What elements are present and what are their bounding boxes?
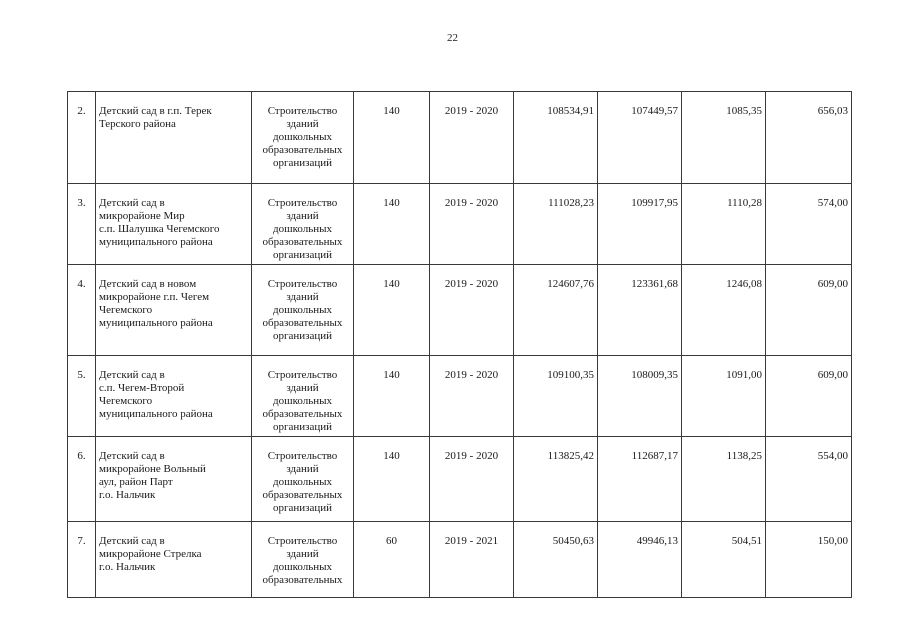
table-row	[68, 92, 852, 184]
extra-funds-value: 150,00	[766, 522, 852, 598]
regional-funds-value: 1138,25	[682, 437, 766, 522]
project-type-line: Строительство	[267, 105, 338, 117]
project-type	[252, 437, 354, 522]
facility-name-line: микрорайоне г.п. Чегем	[99, 291, 210, 303]
project-type-line: образовательных	[262, 574, 343, 586]
period-value: 2019 - 2021	[430, 522, 514, 598]
capacity-value: 140	[354, 92, 430, 184]
project-type-line: зданий	[286, 118, 319, 130]
project-type	[252, 92, 354, 184]
capacity-value: 140	[354, 184, 430, 265]
table-row	[68, 356, 852, 437]
federal-funds-value: 108009,35	[598, 356, 682, 437]
regional-funds-value: 1085,35	[682, 92, 766, 184]
facility-name-line: г.о. Нальчик	[99, 489, 156, 501]
facility-name-line: Детский сад в	[99, 369, 165, 381]
project-type-line: Строительство	[267, 369, 338, 381]
capacity-value: 140	[354, 265, 430, 356]
facility-name	[96, 92, 252, 184]
capacity-value: 140	[354, 356, 430, 437]
project-type-line: Строительство	[267, 450, 338, 462]
project-type-line: дошкольных	[273, 476, 332, 488]
total-cost-value: 109100,35	[514, 356, 598, 437]
row-number: 4.	[68, 265, 96, 356]
project-type-line: дошкольных	[273, 131, 332, 143]
project-type-line: образовательных	[262, 489, 343, 501]
facility-name-line: с.п. Шалушка Чегемского	[99, 223, 220, 235]
facility-name	[96, 437, 252, 522]
extra-funds-value: 574,00	[766, 184, 852, 265]
facility-name-line: Детский сад в	[99, 535, 165, 547]
project-type-line: организаций	[272, 421, 333, 433]
row-number: 6.	[68, 437, 96, 522]
project-type-line: дошкольных	[273, 304, 332, 316]
table-row	[68, 522, 852, 598]
extra-funds-value: 554,00	[766, 437, 852, 522]
capacity-value: 60	[354, 522, 430, 598]
project-type-line: образовательных	[262, 144, 343, 156]
project-type-line: образовательных	[262, 236, 343, 248]
total-cost-value: 50450,63	[514, 522, 598, 598]
federal-funds-value: 109917,95	[598, 184, 682, 265]
construction-table	[67, 91, 852, 598]
facility-name-line: Детский сад в	[99, 450, 165, 462]
facility-name-line: Детский сад в	[99, 197, 165, 209]
period-value: 2019 - 2020	[430, 92, 514, 184]
extra-funds-value: 656,03	[766, 92, 852, 184]
facility-name-line: Чегемского	[99, 395, 153, 407]
facility-name-line: Чегемского	[99, 304, 153, 316]
facility-name-line: Детский сад в новом	[99, 278, 197, 290]
project-type-line: Строительство	[267, 535, 338, 547]
project-type-line: организаций	[272, 330, 333, 342]
row-number: 7.	[68, 522, 96, 598]
facility-name-line: муниципального района	[99, 236, 213, 248]
project-type	[252, 522, 354, 598]
facility-name	[96, 265, 252, 356]
capacity-value: 140	[354, 437, 430, 522]
table-body	[68, 92, 852, 598]
row-number: 5.	[68, 356, 96, 437]
facility-name-line: микрорайоне Вольный	[99, 463, 206, 475]
regional-funds-value: 504,51	[682, 522, 766, 598]
project-type-line: образовательных	[262, 317, 343, 329]
facility-name-line: Терского района	[99, 118, 176, 130]
facility-name-line: с.п. Чегем-Второй	[99, 382, 185, 394]
facility-name-line: аул, район Парт	[99, 476, 173, 488]
facility-name-line: микрорайоне Мир	[99, 210, 185, 222]
project-type-line: дошкольных	[273, 561, 332, 573]
federal-funds-value: 107449,57	[598, 92, 682, 184]
project-type	[252, 265, 354, 356]
project-type-line: организаций	[272, 249, 333, 261]
project-type-line: зданий	[286, 548, 319, 560]
project-type	[252, 356, 354, 437]
project-type	[252, 184, 354, 265]
facility-name-line: микрорайоне Стрелка	[99, 548, 202, 560]
federal-funds-value: 123361,68	[598, 265, 682, 356]
federal-funds-value: 112687,17	[598, 437, 682, 522]
project-type-line: зданий	[286, 291, 319, 303]
table-row	[68, 437, 852, 522]
project-type-line: организаций	[272, 157, 333, 169]
facility-name	[96, 522, 252, 598]
project-type-line: организаций	[272, 502, 333, 514]
federal-funds-value: 49946,13	[598, 522, 682, 598]
project-type-line: Строительство	[267, 197, 338, 209]
regional-funds-value: 1091,00	[682, 356, 766, 437]
project-type-line: зданий	[286, 463, 319, 475]
facility-name-line: Детский сад в г.п. Терек	[99, 105, 212, 117]
table-row	[68, 184, 852, 265]
project-type-line: дошкольных	[273, 395, 332, 407]
page-number: 22	[447, 32, 458, 44]
facility-name-line: муниципального района	[99, 408, 213, 420]
project-type-line: Строительство	[267, 278, 338, 290]
extra-funds-value: 609,00	[766, 265, 852, 356]
row-number: 2.	[68, 92, 96, 184]
total-cost-value: 113825,42	[514, 437, 598, 522]
facility-name-line: муниципального района	[99, 317, 213, 329]
total-cost-value: 124607,76	[514, 265, 598, 356]
total-cost-value: 111028,23	[514, 184, 598, 265]
total-cost-value: 108534,91	[514, 92, 598, 184]
project-type-line: зданий	[286, 210, 319, 222]
project-type-line: дошкольных	[273, 223, 332, 235]
period-value: 2019 - 2020	[430, 356, 514, 437]
facility-name-line: г.о. Нальчик	[99, 561, 156, 573]
period-value: 2019 - 2020	[430, 265, 514, 356]
table-row	[68, 265, 852, 356]
period-value: 2019 - 2020	[430, 437, 514, 522]
row-number: 3.	[68, 184, 96, 265]
facility-name	[96, 184, 252, 265]
regional-funds-value: 1246,08	[682, 265, 766, 356]
project-type-line: образовательных	[262, 408, 343, 420]
project-type-line: зданий	[286, 382, 319, 394]
extra-funds-value: 609,00	[766, 356, 852, 437]
period-value: 2019 - 2020	[430, 184, 514, 265]
regional-funds-value: 1110,28	[682, 184, 766, 265]
facility-name	[96, 356, 252, 437]
